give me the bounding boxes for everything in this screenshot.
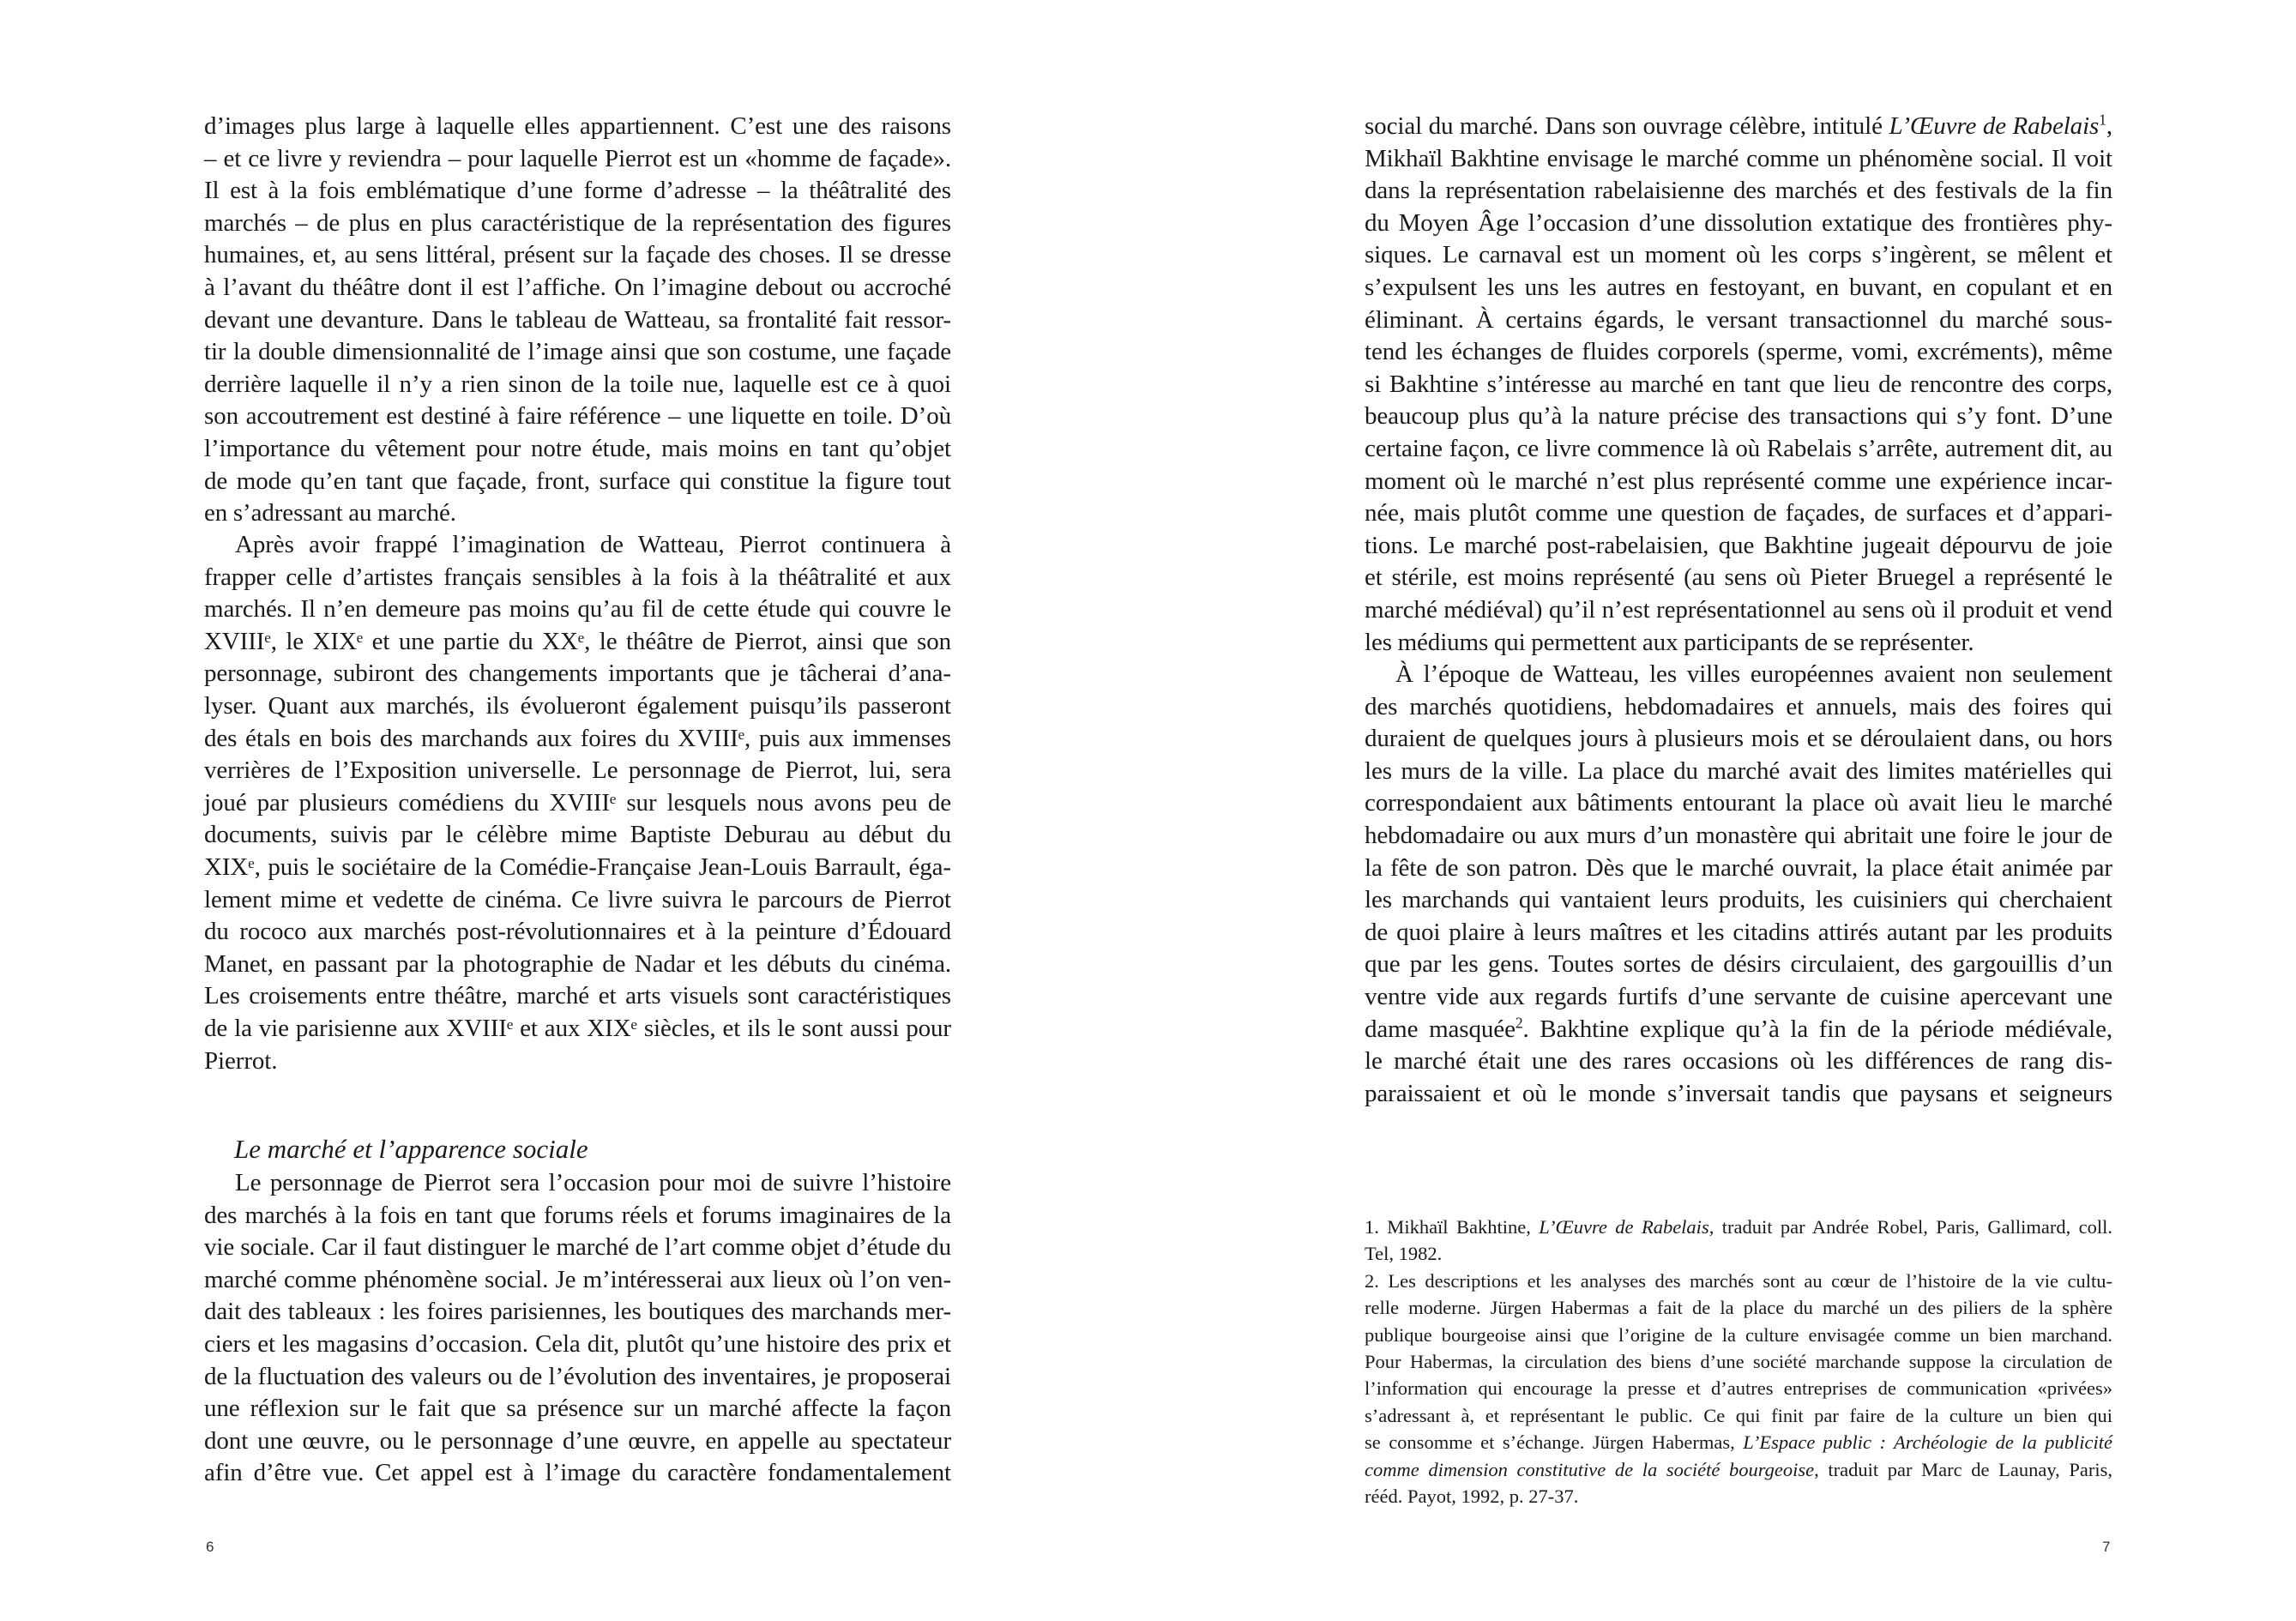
text-line: éliminant. À certains égards, le versant transactionnel du marché sous- <box>1365 305 2112 334</box>
text-segment: 1. Mikhaïl Bakhtine, <box>1365 1216 1531 1238</box>
text-line: tend les échanges de fluides corporels (sperme, vomi, excréments), même <box>1365 338 2112 366</box>
text-line: documents, suivis par le célèbre mime Baptiste Deburau au début du <box>204 821 951 849</box>
text-segment: se consomme et s’échange. Jürgen Habermas, <box>1365 1431 1735 1454</box>
text-line: – et ce livre y reviendra – pour laquelle Pierrot est un «homme de façade». <box>204 144 951 172</box>
text-line: du Moyen Âge l’occasion d’une dissolution extatique des frontières phy- <box>1365 208 2112 237</box>
text-line: et stérile, est moins représenté (au sens où Pieter Bruegel a représenté le <box>1365 563 2112 592</box>
text-line: dans la représentation rabelaisienne des marchés et des festivals de la fin <box>1365 177 2112 205</box>
text-segment: , traduit par Andrée Robel, Paris, Gallimard, coll. <box>1708 1216 2113 1238</box>
footnote-line: Tel, 1982. <box>1365 1243 1443 1265</box>
text-line: personnage, subiront des changements importants que je tâcherai d’ana- <box>204 660 951 688</box>
text-line: ventre vide aux regards furtifs d’une servante de cuisine apercevant une <box>1365 982 2112 1010</box>
text-line: beaucoup plus qu’à la nature précise des transactions qui s’y font. D’une <box>1365 402 2112 431</box>
text-line: tions. Le marché post-rabelaisien, que Bakhtine jugeait dépourvu de joie <box>1365 531 2112 559</box>
footnote-marker-1[interactable]: 1 <box>2099 111 2106 129</box>
text-line: si Bakhtine s’intéresse au marché en tant que lieu de rencontre des corps, <box>1365 370 2112 398</box>
text-line: les marchands qui vantaient leurs produits, les cuisiniers qui cherchaient <box>1365 886 2112 914</box>
footnote-line <box>1365 1429 2112 1455</box>
text-line: verrières de l’Exposition universelle. Le personnage de Pierrot, lui, sera <box>204 756 951 785</box>
footnote-line <box>1365 1214 2112 1240</box>
text-line: Après avoir frappé l’imagination de Watteau, Pierrot continuera à <box>235 531 951 558</box>
text-line: d’images plus large à laquelle elles appartiennent. C’est une des raisons <box>204 112 951 140</box>
text-line: que par les gens. Toutes sortes de désirs circulaient, des gargouillis d’un <box>1365 950 2112 979</box>
text-line: Pierrot. <box>204 1046 278 1075</box>
text-segment: dame masquée <box>1365 1015 1516 1043</box>
footnote-line: Pour Habermas, la circulation des biens d’une société marchande suppose la circulation de <box>1365 1351 2112 1373</box>
text-line: certaine façon, ce livre commence là où Rabelais s’arrête, autrement dit, au <box>1365 434 2112 462</box>
text-line: dont une œuvre, ou le personnage d’une œuvre, en appelle au spectateur <box>204 1426 951 1455</box>
text-line: Les croisements entre théâtre, marché et arts visuels sont caractéristiques <box>204 982 951 1010</box>
text-segment: social du marché. Dans son ouvrage célèbre, intitulé <box>1365 112 1883 140</box>
text-line: lement mime et vedette de cinéma. Ce livre suivra le parcours de Pierrot <box>204 885 951 913</box>
text-line: marché médiéval) qu’il n’est représentationnel au sens où il produit et vend <box>1365 595 2112 624</box>
text-line: du rococo aux marchés post-révolutionnaires et à la peinture d’Édouard <box>204 918 951 946</box>
text-line: humaines, et, au sens littéral, présent sur la façade des choses. Il se dresse <box>204 241 951 269</box>
text-line: marché comme phénomène social. Je m’intéresserai aux lieux où l’on ven- <box>204 1265 951 1293</box>
book-title: comme dimension constitutive de la société bourgeoise <box>1365 1458 1815 1480</box>
text-line: tir la double dimensionnalité de l’image ainsi que son costume, une façade <box>204 338 951 366</box>
footnote-line: publique bourgeoise ainsi que l’origine de la culture envisagée comme un bien marchand. <box>1365 1323 2112 1346</box>
text-segment: , traduit par Marc de Launay, Paris, <box>1814 1458 2112 1480</box>
text-line: siques. Le carnaval est un moment où les corps s’ingèrent, se mêlent et <box>1365 241 2112 269</box>
text-line: dait des tableaux : les foires parisiennes, les boutiques des marchands mer- <box>204 1298 951 1326</box>
text-line: lyser. Quant aux marchés, ils évolueront également puisqu’ils passeront <box>204 691 951 720</box>
text-line: des marchés quotidiens, hebdomadaires et annuels, mais des foires qui <box>1365 692 2112 720</box>
text-line: marchés. Il n’en demeure pas moins qu’au fil de cette étude qui couvre le <box>204 595 951 624</box>
text-segment: . Bakhtine explique qu’à la fin de la période médiévale, <box>1522 1015 2113 1043</box>
text-line: de la fluctuation des valeurs ou de l’évolution des inventaires, je proposerai <box>204 1362 951 1390</box>
text-line: hebdomadaire ou aux murs d’un monastère qui abritait une foire le jour de <box>1365 821 2112 849</box>
footnotes <box>1365 1214 2112 1510</box>
text-line: Mikhaïl Bakhtine envisage le marché comme un phénomène social. Il voit <box>1365 144 2112 172</box>
text-line: les médiums qui permettent aux participants de se représenter. <box>1365 628 1974 656</box>
text-line: derrière laquelle il n’y a rien sinon de la toile nue, laquelle est ce à quoi <box>204 370 951 398</box>
footnote-line <box>1365 1456 2112 1483</box>
text-line: de mode qu’en tant que façade, front, surface qui constitue la figure tout <box>204 467 951 495</box>
text-line: de la vie parisienne aux XVIIIᵉ et aux XIXᵉ siècles, et ils le sont aussi pour <box>204 1014 951 1042</box>
text-line: duraient de quelques jours à plusieurs mois et se déroulaient dans, ou hors <box>1365 725 2112 753</box>
text-line: vie sociale. Car il faut distinguer le marché de l’art comme objet d’étude du <box>204 1233 951 1262</box>
text-line: afin d’être vue. Cet appel est à l’image du caractère fondamentalement <box>204 1459 951 1487</box>
text-line: à l’avant du théâtre dont il est l’affiche. On l’imagine debout ou accroché <box>204 273 951 301</box>
text-line: les murs de la ville. La place du marché avait des limites matérielles qui <box>1365 756 2112 785</box>
text-line: marchés – de plus en plus caractéristique de la représentation des figures <box>204 208 951 237</box>
text-line: paraissaient et où le monde s’inversait tandis que paysans et seigneurs <box>1365 1079 2112 1107</box>
text-line: frapper celle d’artistes français sensibles à la fois à la théâtralité et aux <box>204 563 951 591</box>
text-line: l’importance du vêtement pour notre étude, mais moins en tant qu’objet <box>204 434 951 462</box>
text-line: des marchés à la fois en tant que forums réels et forums imaginaires de la <box>204 1201 951 1229</box>
text-line: joué par plusieurs comédiens du XVIIIᵉ sur lesquels nous avons peu de <box>204 788 951 817</box>
footnote-marker-2[interactable]: 2 <box>1515 1014 1523 1032</box>
section-heading: Le marché et l’apparence sociale <box>234 1134 588 1164</box>
text-line: en s’adressant au marché. <box>204 499 456 527</box>
text-line: ciers et les magasins d’occasion. Cela dit, plutôt qu’une histoire des prix et <box>204 1329 951 1358</box>
text-line: le marché était une des rares occasions où les différences de rang dis- <box>1365 1047 2112 1076</box>
footnote-line: rééd. Payot, 1992, p. 27-37. <box>1365 1485 1579 1508</box>
text-line: social du marché. Dans son ouvrage célèbre, intitulé L’Œuvre de Rabelais$^1$, <box>1365 111 2112 140</box>
left-paragraph-3 <box>204 1167 951 1490</box>
text-line: moment où le marché n’est plus représenté comme une expérience incar- <box>1365 467 2112 495</box>
right-page <box>1148 0 2296 1621</box>
text-line: de quoi plaire à leurs maîtres et les citadins attirés autant par les produits <box>1365 918 2112 946</box>
text-line: Le personnage de Pierrot sera l’occasion pour moi de suivre l’histoire <box>235 1169 951 1196</box>
left-paragraph-2 <box>204 529 951 1077</box>
text-line: correspondaient aux bâtiments entourant la place où avait lieu le marché <box>1365 789 2112 817</box>
text-line: des étals en bois des marchands aux foires du XVIIIᵉ, puis aux immenses <box>204 724 951 752</box>
left-paragraph-1 <box>204 111 951 530</box>
text-line: devant une devanture. Dans le tableau de Watteau, sa frontalité fait ressor- <box>204 305 951 334</box>
text-line: Il est à la fois emblématique d’une forme d’adresse – la théâtralité des <box>204 177 951 205</box>
text-line <box>1365 1014 2112 1046</box>
book-title: L’Œuvre de Rabelais <box>1539 1216 1709 1238</box>
book-title: L’Œuvre de Rabelais <box>1889 112 2100 140</box>
text-line: À l’époque de Watteau, les villes européennes avaient non seulement <box>1395 660 2112 688</box>
footnote-line: 2. Les descriptions et les analyses des marchés sont au cœur de l’histoire de la vie cultu- <box>1365 1269 2112 1292</box>
right-paragraph-2 <box>1365 659 2112 1110</box>
book-title: L’Espace public : Archéologie de la publicité <box>1743 1431 2113 1454</box>
text-line: une réflexion sur le fait que sa présence sur un marché affecte la façon <box>204 1395 951 1423</box>
text-line: Manet, en passant par la photographie de Nadar et les débuts du cinéma. <box>204 949 951 978</box>
text-line: XIXᵉ, puis le sociétaire de la Comédie-Française Jean-Louis Barrault, éga- <box>204 853 951 881</box>
text-line: son accoutrement est destiné à faire référence – une liquette en toile. D’où <box>204 402 951 431</box>
page-number: 6 <box>206 1539 214 1555</box>
footnote-line: relle moderne. Jürgen Habermas a fait de la place du marché un des piliers de la sphère <box>1365 1297 2112 1319</box>
page-number: 7 <box>2102 1539 2111 1555</box>
footnote-line: s’adressant à, et représentant le public. Ce qui finit par faire de la culture un bien qui <box>1365 1404 2112 1426</box>
text-line: s’expulsent les uns les autres en festoyant, en buvant, en copulant et en <box>1365 273 2112 301</box>
text-line: la fête de son patron. Dès que le marché ouvrait, la place était animée par <box>1365 853 2112 882</box>
text-line: XVIIIᵉ, le XIXᵉ et une partie du XXᵉ, le théâtre de Pierrot, ainsi que son <box>204 627 951 655</box>
text-line: née, mais plutôt comme une question de façades, de surfaces et d’appari- <box>1365 499 2112 527</box>
footnote-line: l’information qui encourage la presse et d’autres entreprises de communication «privées» <box>1365 1377 2112 1400</box>
right-paragraph-1 <box>1365 111 2112 659</box>
